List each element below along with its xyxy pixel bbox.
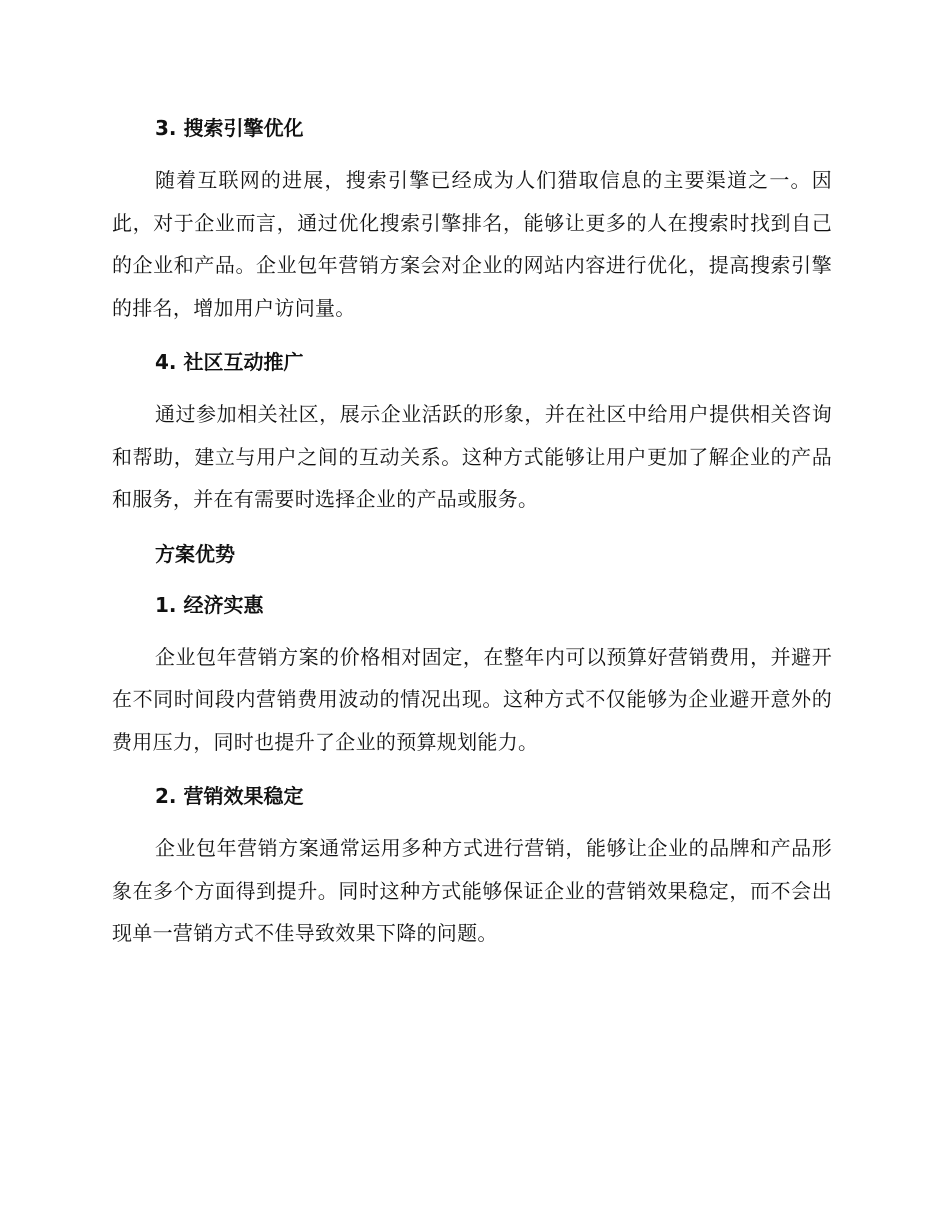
section-heading-stable-effect: 2. 营销效果稳定	[155, 784, 304, 808]
section-paragraph-economical: 企业包年营销方案的价格相对固定，在整年内可以预算好营销费用，并避开在不同时间段内营销费用波动的情况出现。这种方式不仅能够为企业避开意外的费用压力，同时也提升了企业的预算规划能力。	[112, 644, 832, 754]
section-heading-economical: 1. 经济实惠	[155, 592, 264, 617]
section-heading-advantages: 方案优势	[155, 541, 235, 566]
section-paragraph-community: 通过参加相关社区，展示企业活跃的形象，并在社区中给用户提供相关咨询和帮助，建立与用户之间的互动关系。这种方式能够让用户更加了解企业的产品和服务，并在有需要时选择企业的产品或服务。	[112, 402, 832, 511]
section-heading-seo: 3. 搜索引擎优化	[155, 116, 304, 140]
section-heading-community: 4. 社区互动推广	[155, 350, 304, 374]
document-body	[112, 110, 832, 955]
section-paragraph-seo: 随着互联网的进展，搜索引擎已经成为人们猎取信息的主要渠道之一。因此，对于企业而言，通过优化搜索引擎排名，能够让更多的人在搜索时找到自己的企业和产品。企业包年营销方案会对企业的网站内容进行优化，提高搜索引擎的排名，增加用户访问量。	[112, 168, 832, 320]
section-paragraph-stable-effect: 企业包年营销方案通常运用多种方式进行营销，能够让企业的品牌和产品形象在多个方面得到提升。同时这种方式能够保证企业的营销效果稳定，而不会出现单一营销方式不佳导致效果下降的问题。	[112, 836, 832, 945]
